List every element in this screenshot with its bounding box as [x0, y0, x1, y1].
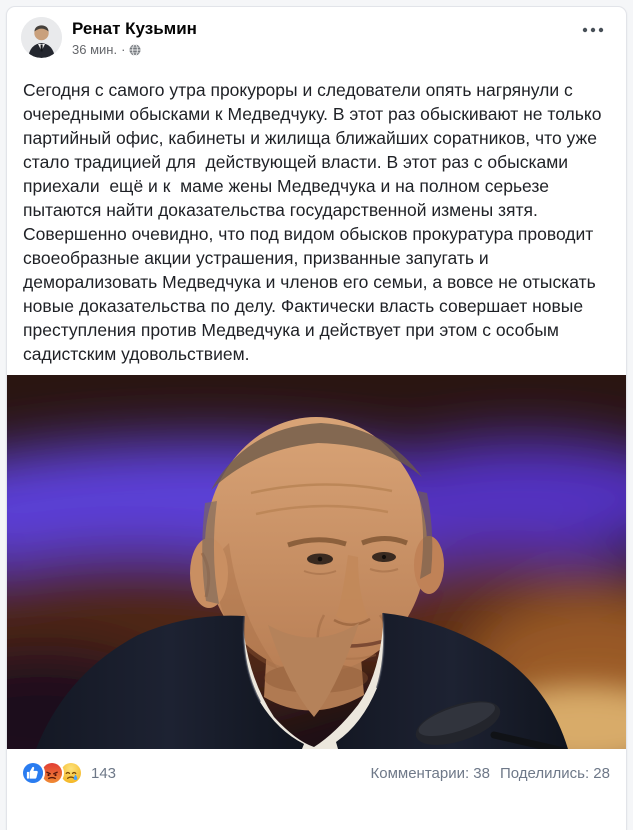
author-avatar[interactable] — [21, 17, 62, 58]
press-conference-photo — [7, 375, 626, 749]
avatar-portrait-icon — [21, 17, 62, 58]
post-menu-button[interactable] — [576, 17, 610, 39]
globe-icon — [129, 44, 141, 56]
engagement-counts — [371, 765, 611, 782]
reaction-summary[interactable] — [21, 761, 116, 785]
engagement-bar — [7, 749, 626, 797]
reaction-count[interactable]: 143 — [91, 764, 117, 782]
post-photo[interactable] — [7, 375, 626, 749]
post-text: Сегодня с самого утра прокуроры и следователи опять нагрянули с очередными обысками к Медведчуку. В этот раз обыскивают не только партийный офис, кабинеты и жилища ближайших соратников, что уже стало традицией для действующей власти. В этот раз с обысками приехали ещё и к маме жены Медведчука и на полном серьезе пытаются найти доказательства государственной измены зятя. Совершенно очевидно, что под видом обысков прокуратура проводит своеобразные акции устрашения, призванные запугать и деморализовать Медведчука и членов его семьи, а вовсе не отыскать новые доказательства по делу. Фактически власть совершает новые преступления против Медведчука и действует при этом с особым садистским удовольствием. — [23, 80, 607, 364]
facebook-post-card — [6, 6, 627, 830]
comments-count[interactable]: Комментарии: 38 — [370, 764, 490, 782]
author-name[interactable]: Ренат Кузьмин — [72, 19, 197, 38]
ellipsis-icon — [582, 27, 604, 33]
post-timestamp[interactable]: 36 мин. — [72, 42, 118, 57]
post-header — [7, 7, 626, 66]
shares-count[interactable]: Поделились: 28 — [500, 764, 610, 782]
author-block — [72, 17, 197, 58]
meta-separator: · — [121, 42, 126, 57]
like-reaction-icon[interactable] — [21, 761, 45, 785]
post-meta — [72, 42, 197, 58]
